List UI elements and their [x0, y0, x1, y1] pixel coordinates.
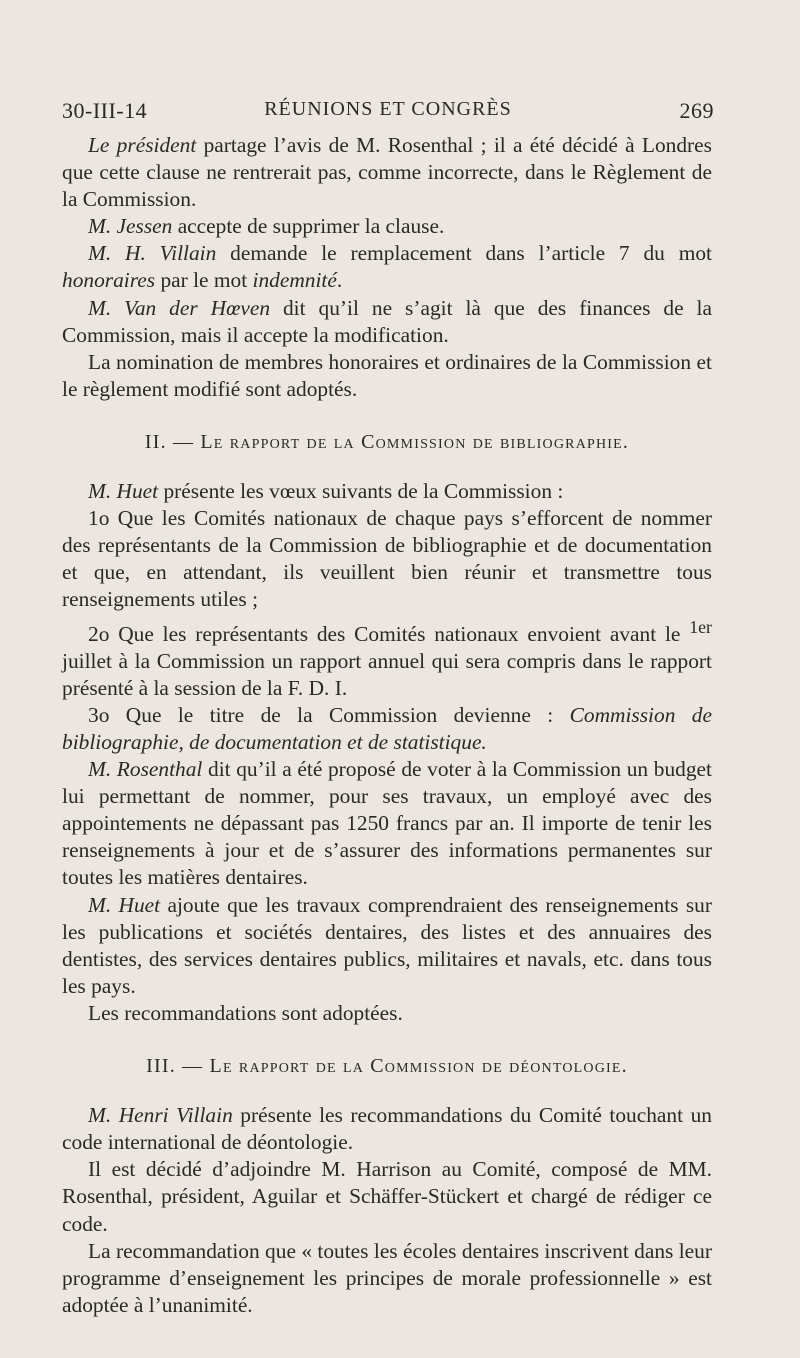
- paragraph: M. Van der Hœven dit qu’il ne s’agit là que des finances de la Commission, mais il accepte la modification.: [62, 295, 712, 347]
- paragraph: 2o Que les représentants des Comités nationaux envoient avant le $^{1er}$ juillet à la Commission un rapport annuel qui sera compris dans le rapport présenté à la session de la F. D. I.: [62, 616, 712, 700]
- paragraph: M. H. Villain demande le remplacement dans l’article 7 du mot honoraires par le mot indemnité.: [62, 241, 712, 293]
- paragraph: Le président partage l’avis de M. Rosenthal ; il a été décidé à Londres que cette clause ne rentrerait pas, comme incorrecte, dans le Règlement de la Commission.: [62, 133, 712, 212]
- header-title: RÉUNIONS ET CONGRÈS: [264, 98, 512, 120]
- paragraph: La recommandation que « toutes les écoles dentaires inscrivent dans leur programme d’enseignement les principes de morale professionnelle » est adoptée à l’unanimité.: [62, 1238, 712, 1317]
- paragraph: Il est décidé d’adjoindre M. Harrison au Comité, composé de MM. Rosenthal, président, Aguilar et Schäffer-Stückert et chargé de rédiger ce code.: [62, 1157, 712, 1236]
- paragraph: M. Jessen accepte de supprimer la clause.: [88, 214, 445, 239]
- paragraph: M. Rosenthal dit qu’il a été proposé de voter à la Commission un budget lui permettant de nommer, pour ses travaux, un employé avec des appointements ne dépassant pas 1250 francs par an. Il importe de tenir les renseignements à jour et de s’assurer des informations permanentes sur toutes les matières dentaires.: [62, 757, 712, 890]
- section-heading: II. — Le rapport de la Commission de bibliographie.: [144, 430, 630, 453]
- paragraph: M. Huet présente les vœux suivants de la Commission :: [88, 479, 564, 504]
- paragraph: 1o Que les Comités nationaux de chaque pays s’efforcent de nommer des représentants de la Commission de bibliographie et de documentation et que, en attendant, ils veuillent bien réunir et transmettre tous renseignements utiles ;: [62, 506, 712, 612]
- page-number: 269: [679, 98, 714, 123]
- paragraph: Les recommandations sont adoptées.: [88, 1000, 403, 1025]
- body-text: [62, 132, 712, 1319]
- paragraph: M. Henri Villain présente les recommandations du Comité touchant un code international de déontologie.: [62, 1103, 712, 1155]
- running-header: [62, 98, 714, 124]
- paragraph: M. Huet ajoute que les travaux comprendraient des renseignements sur les publications et sociétés dentaires, des listes et des annuaires des dentistes, des services dentaires publics, militaires et navals, etc. dans tous les pays.: [62, 892, 712, 998]
- paragraph: 3o Que le titre de la Commission devienne : Commission de bibliographie, de documentation et de statistique.: [62, 702, 712, 754]
- section-heading: III. — Le rapport de la Commission de déontologie.: [146, 1055, 628, 1078]
- header-date: 30-III-14: [62, 98, 148, 123]
- paragraph: La nomination de membres honoraires et ordinaires de la Commission et le règlement modifié sont adoptés.: [62, 349, 712, 401]
